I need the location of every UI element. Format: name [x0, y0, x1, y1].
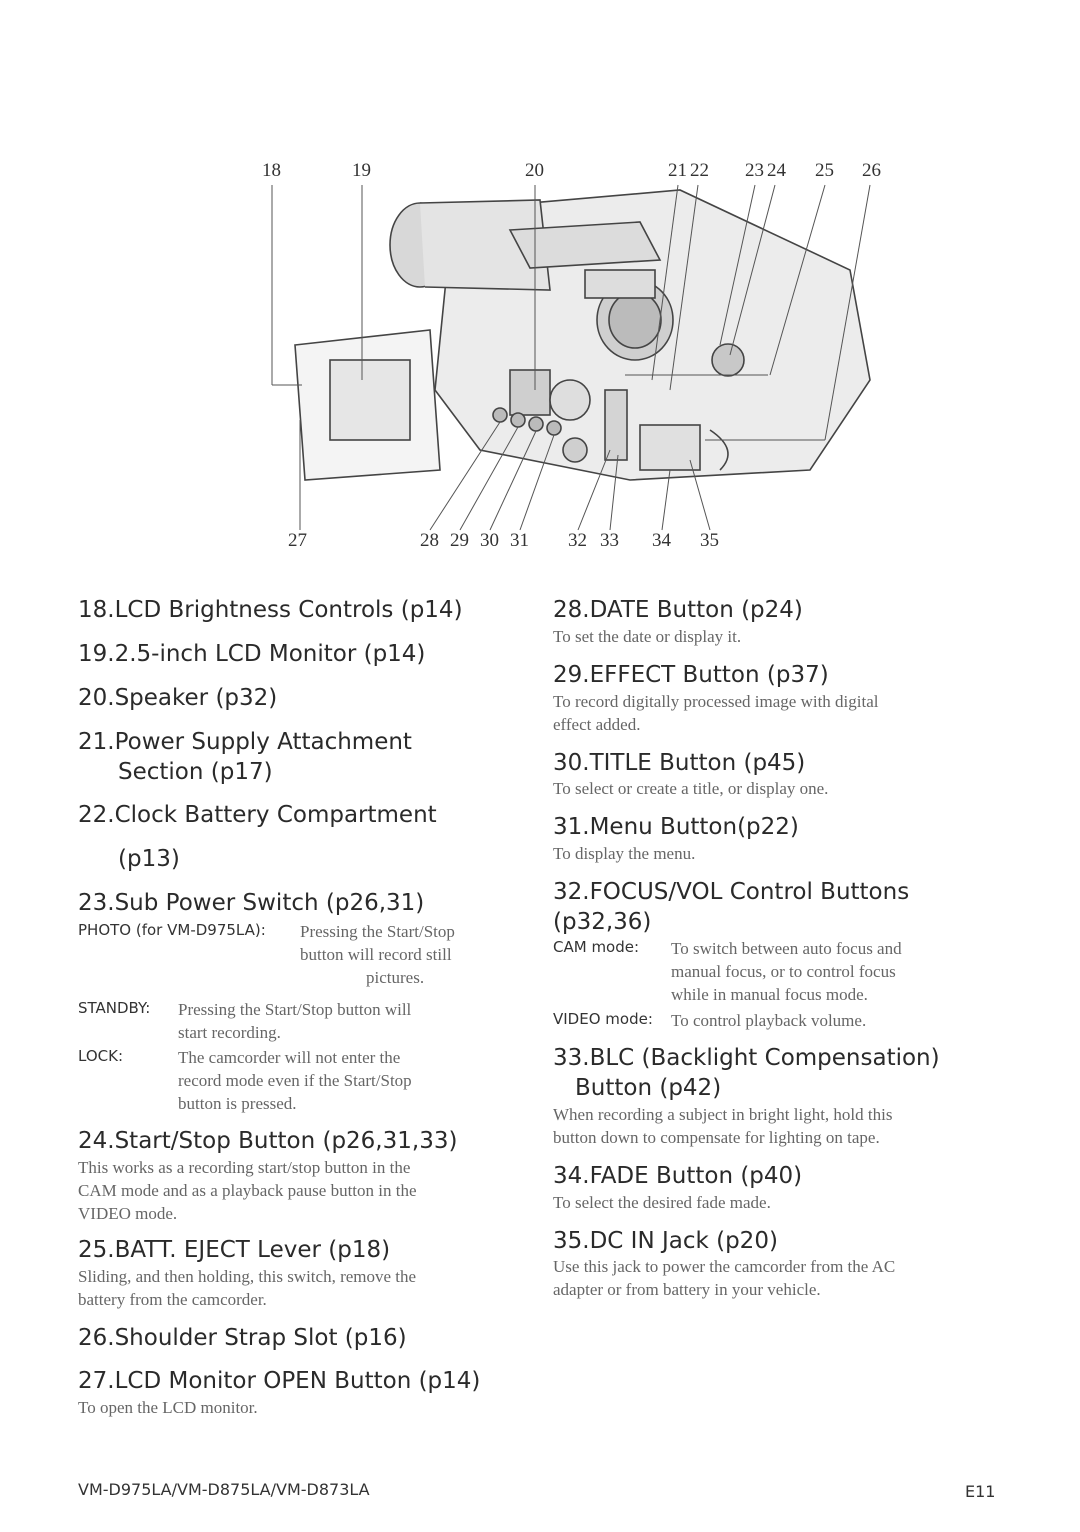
item-26-heading: 26.Shoulder Strap Slot (p16) [78, 1324, 407, 1351]
callout-34: 34 [652, 530, 671, 551]
standby-mode [78, 999, 538, 1047]
video-mode [553, 1010, 1013, 1038]
lock-mode [78, 1047, 538, 1119]
item-25-desc-1: Sliding, and then holding, this switch, remove the [78, 1266, 417, 1286]
item-28-heading: 28.DATE Button (p24) [553, 597, 803, 623]
item-24-desc-1: This works as a recording start/stop button in the [78, 1158, 411, 1178]
item-24-heading: 24.Start/Stop Button (p26,31,33) [78, 1128, 458, 1155]
item-30-desc: To select or create a title, or display one. [553, 779, 829, 799]
photo-text-2: button will record still [300, 945, 452, 965]
item-27-desc: To open the LCD monitor. [78, 1398, 258, 1418]
item-31-heading: 31.Menu Button(p22) [553, 814, 799, 841]
lock-text-3: button is pressed. [178, 1094, 297, 1114]
item-35-desc-2: adapter or from battery in your vehicle. [553, 1280, 821, 1300]
item-34-desc: To select the desired fade made. [553, 1192, 771, 1212]
video-mode-label: VIDEO mode: [553, 1010, 653, 1029]
callout-32: 32 [568, 530, 587, 551]
callout-29: 29 [450, 530, 469, 551]
item-25-heading: 25.BATT. EJECT Lever (p18) [78, 1236, 391, 1263]
item-33-heading-cont: Button (p42) [575, 1074, 722, 1101]
footer-page-number: E11 [965, 1482, 996, 1501]
callout-20: 20 [525, 160, 544, 181]
item-33-heading: 33.BLC (Backlight Compensation) [553, 1045, 940, 1072]
cam-mode-text-1: To switch between auto focus and [671, 939, 902, 959]
callout-22: 22 [690, 160, 709, 181]
item-21-heading: 21.Power Supply Attachment [78, 728, 412, 755]
cam-mode-text-2: manual focus, or to control focus [671, 962, 896, 982]
callout-35: 35 [700, 530, 719, 551]
item-33-desc-1: When recording a subject in bright light, hold this [553, 1104, 893, 1124]
cam-mode-label: CAM mode: [553, 938, 640, 957]
standby-text-1: Pressing the Start/Stop button will [178, 1000, 412, 1020]
callout-26: 26 [862, 160, 881, 181]
callout-30: 30 [480, 530, 499, 551]
video-mode-text: To control playback volume. [671, 1011, 867, 1031]
item-24-desc-3: VIDEO mode. [78, 1203, 178, 1223]
cam-mode [553, 938, 1013, 1010]
callout-31: 31 [510, 530, 529, 551]
lock-text-1: The camcorder will not enter the [178, 1048, 401, 1068]
item-29-desc-2: effect added. [553, 714, 641, 734]
item-24-desc-2: CAM mode and as a playback pause button in the [78, 1180, 417, 1200]
item-23-heading: 23.Sub Power Switch (p26,31) [78, 890, 425, 917]
item-30-heading: 30.TITLE Button (p45) [553, 749, 806, 776]
item-18-heading: 18.LCD Brightness Controls (p14) [78, 597, 463, 623]
item-29-desc-1: To record digitally processed image with digital [553, 691, 879, 711]
item-27-heading: 27.LCD Monitor OPEN Button (p14) [78, 1368, 481, 1395]
item-22-heading-cont: (p13) [118, 846, 180, 873]
item-25-desc-2: battery from the camcorder. [78, 1289, 267, 1309]
item-22-heading: 22.Clock Battery Compartment [78, 802, 437, 829]
photo-text-3: pictures. [366, 968, 425, 988]
footer-model-numbers: VM-D975LA/VM-D875LA/VM-D873LA [78, 1480, 370, 1499]
photo-label: PHOTO (for VM-D975LA): [78, 921, 266, 940]
item-20-heading: 20.Speaker (p32) [78, 684, 278, 711]
callout-19: 19 [352, 160, 371, 181]
item-19-heading: 19.2.5-inch LCD Monitor (p14) [78, 640, 426, 667]
cam-mode-text-3: while in manual focus mode. [671, 985, 868, 1005]
item-34-heading: 34.FADE Button (p40) [553, 1162, 803, 1189]
callout-25: 25 [815, 160, 834, 181]
standby-label: STANDBY: [78, 999, 151, 1018]
callout-24: 24 [767, 160, 786, 181]
callout-33: 33 [600, 530, 619, 551]
callout-27: 27 [288, 530, 307, 551]
photo-mode [78, 921, 538, 995]
item-21-heading-cont: Section (p17) [118, 758, 273, 785]
item-35-desc-1: Use this jack to power the camcorder from the AC [553, 1257, 896, 1277]
item-28-desc: To set the date or display it. [553, 626, 742, 646]
item-31-desc: To display the menu. [553, 844, 696, 864]
standby-text-2: start recording. [178, 1023, 281, 1043]
item-32-heading-cont: (p32,36) [553, 909, 652, 936]
left-column [78, 596, 538, 1420]
item-35-heading: 35.DC IN Jack (p20) [553, 1227, 778, 1254]
item-29-heading: 29.EFFECT Button (p37) [553, 661, 829, 688]
callout-21: 21 [668, 160, 687, 181]
camcorder-diagram [250, 150, 950, 560]
photo-text-1: Pressing the Start/Stop [300, 922, 455, 942]
lock-label: LOCK: [78, 1047, 123, 1066]
callout-18: 18 [262, 160, 281, 181]
item-33-desc-2: button down to compensate for lighting on tape. [553, 1127, 880, 1147]
item-32-heading: 32.FOCUS/VOL Control Buttons [553, 879, 910, 906]
lock-text-2: record mode even if the Start/Stop [178, 1071, 412, 1091]
callout-23: 23 [745, 160, 764, 181]
callout-28: 28 [420, 530, 439, 551]
right-column [553, 596, 1013, 1302]
camcorder-illustration [250, 150, 950, 560]
